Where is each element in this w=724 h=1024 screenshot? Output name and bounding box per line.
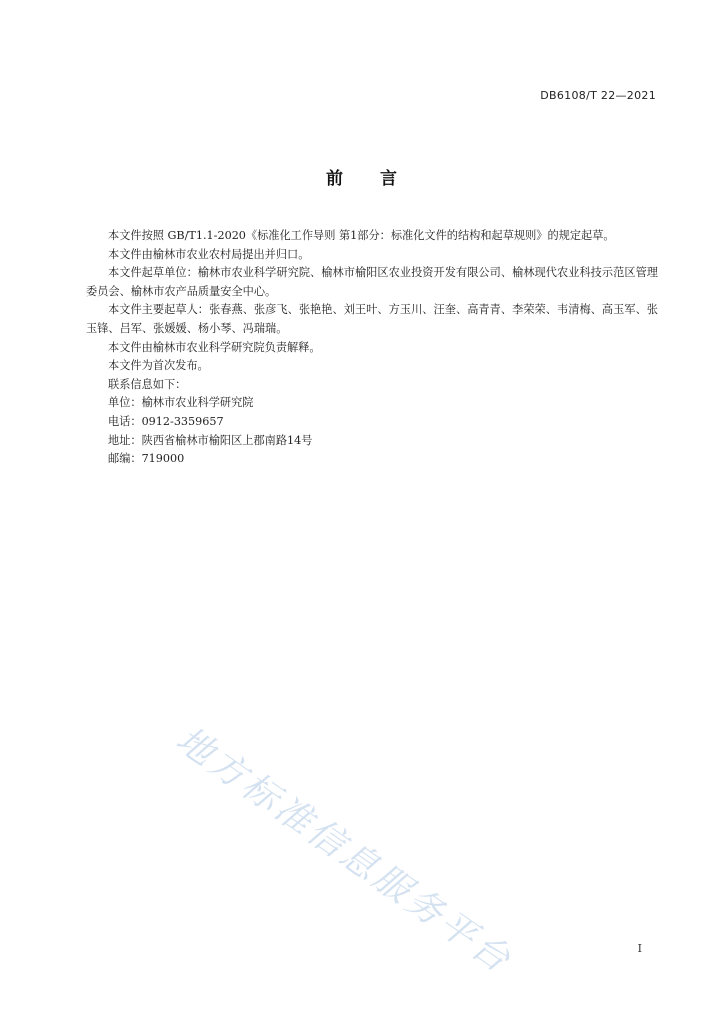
page-number: I — [637, 942, 642, 955]
watermark-text: 地方标准信息服务平台 — [168, 719, 520, 983]
contact-heading: 联系信息如下： — [108, 377, 187, 391]
title-char-2: 言 — [380, 169, 398, 189]
page-title — [0, 164, 724, 189]
paragraph-proposer: 本文件由榆林市农业农村局提出并归口。 — [108, 247, 310, 261]
paragraph-interpretation: 本文件由榆林市农业科学研究院负责解释。 — [108, 340, 321, 354]
paragraph-drafting-units: 本文件起草单位：榆林市农业科学研究院、榆林市榆阳区农业投资开发有限公司、榆林现代农业科技示范区管理委员会、榆林市农产品质量安全中心。 — [86, 266, 658, 298]
document-code: DB6108/T 22—2021 — [540, 89, 656, 102]
contact-phone: 电话：0912-3359657 — [108, 414, 224, 428]
contact-address: 地址：陕西省榆林市榆阳区上郡南路14号 — [108, 433, 313, 447]
title-char-1: 前 — [326, 169, 344, 189]
paragraph-standard-basis: 本文件按照 GB/T1.1-2020《标准化工作导则 第1部分：标准化文件的结构和起草规则》的规定起草。 — [108, 229, 615, 242]
paragraph-drafters: 本文件主要起草人：张春燕、张彦飞、张艳艳、刘王叶、方玉川、汪奎、高青青、李荣荣、韦清梅、高玉军、张玉锋、吕军、张媛媛、杨小琴、冯瑞瑞。 — [86, 303, 658, 335]
foreword-body — [86, 227, 658, 469]
paragraph-first-release: 本文件为首次发布。 — [108, 359, 209, 373]
contact-unit: 单位：榆林市农业科学研究院 — [108, 396, 254, 410]
contact-postcode: 邮编：719000 — [108, 452, 185, 466]
